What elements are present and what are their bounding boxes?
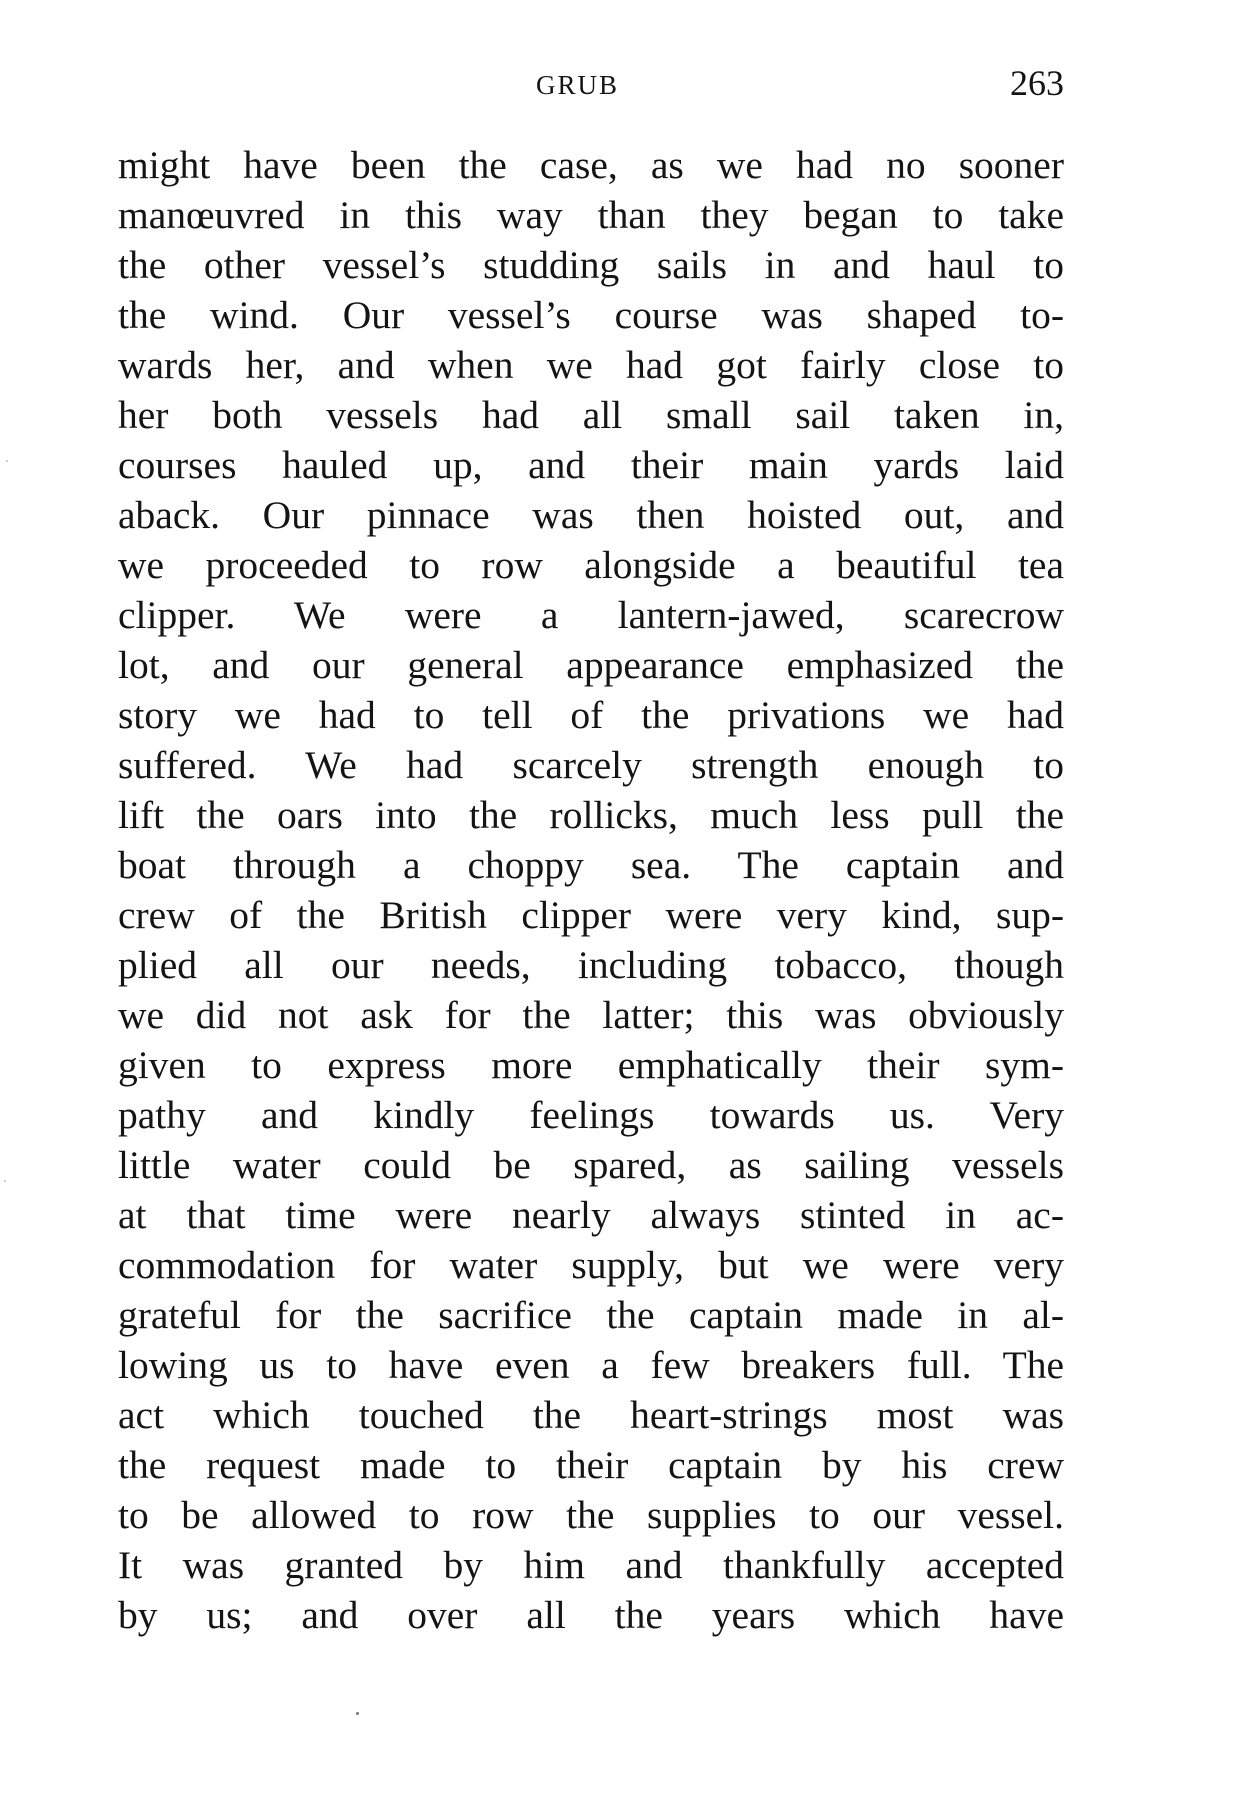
text-line: the request made to their captain by his crew xyxy=(118,1443,1064,1487)
text-line: we did not ask for the latter; this was obviously xyxy=(118,993,1064,1037)
text-line: aback. Our pinnace was then hoisted out, and xyxy=(118,493,1064,537)
text-line: It was granted by him and thankfully accepted xyxy=(118,1543,1064,1587)
text-line: lot, and our general appearance emphasized the xyxy=(118,643,1064,687)
text-line: little water could be spared, as sailing vessels xyxy=(118,1143,1064,1187)
paper-speck xyxy=(356,1712,359,1715)
text-line: boat through a choppy sea. The captain and xyxy=(118,843,1064,887)
text-line: courses hauled up, and their main yards laid xyxy=(118,443,1064,487)
text-line: her both vessels had all small sail taken in, xyxy=(118,393,1064,437)
text-line: grateful for the sacrifice the captain made in al- xyxy=(118,1293,1064,1337)
text-line: wards her, and when we had got fairly close to xyxy=(118,343,1064,387)
paper-speck xyxy=(6,460,8,462)
text-line: the wind. Our vessel’s course was shaped to- xyxy=(118,293,1064,337)
text-line: we proceeded to row alongside a beautiful tea xyxy=(118,543,1064,587)
text-line: plied all our needs, including tobacco, though xyxy=(118,943,1064,987)
text-line: commodation for water supply, but we were very xyxy=(118,1243,1064,1287)
text-line: manœuvred in this way than they began to take xyxy=(118,193,1064,237)
text-line: to be allowed to row the supplies to our vessel. xyxy=(118,1493,1064,1537)
text-line: lowing us to have even a few breakers full. The xyxy=(118,1343,1064,1387)
text-line: the other vessel’s studding sails in and haul to xyxy=(118,243,1064,287)
running-head-title: GRUB xyxy=(536,70,620,100)
text-line: at that time were nearly always stinted in ac- xyxy=(118,1193,1064,1237)
text-line: given to express more emphatically their sym- xyxy=(118,1043,1064,1087)
text-line: might have been the case, as we had no sooner xyxy=(118,143,1064,187)
text-line: suffered. We had scarcely strength enough to xyxy=(118,743,1064,787)
text-line: clipper. We were a lantern-jawed, scarecrow xyxy=(118,593,1064,637)
running-head xyxy=(118,62,1064,106)
text-line: crew of the British clipper were very kind, sup- xyxy=(118,893,1064,937)
paper-speck xyxy=(4,1180,6,1182)
text-line: lift the oars into the rollicks, much less pull the xyxy=(118,793,1064,837)
page-number: 263 xyxy=(1010,63,1064,103)
body-paragraph xyxy=(118,140,1064,1640)
text-line: by us; and over all the years which have xyxy=(118,1593,1064,1637)
text-line: pathy and kindly feelings towards us. Very xyxy=(118,1093,1064,1137)
text-line: story we had to tell of the privations we had xyxy=(118,693,1064,737)
text-line: act which touched the heart-strings most was xyxy=(118,1393,1064,1437)
